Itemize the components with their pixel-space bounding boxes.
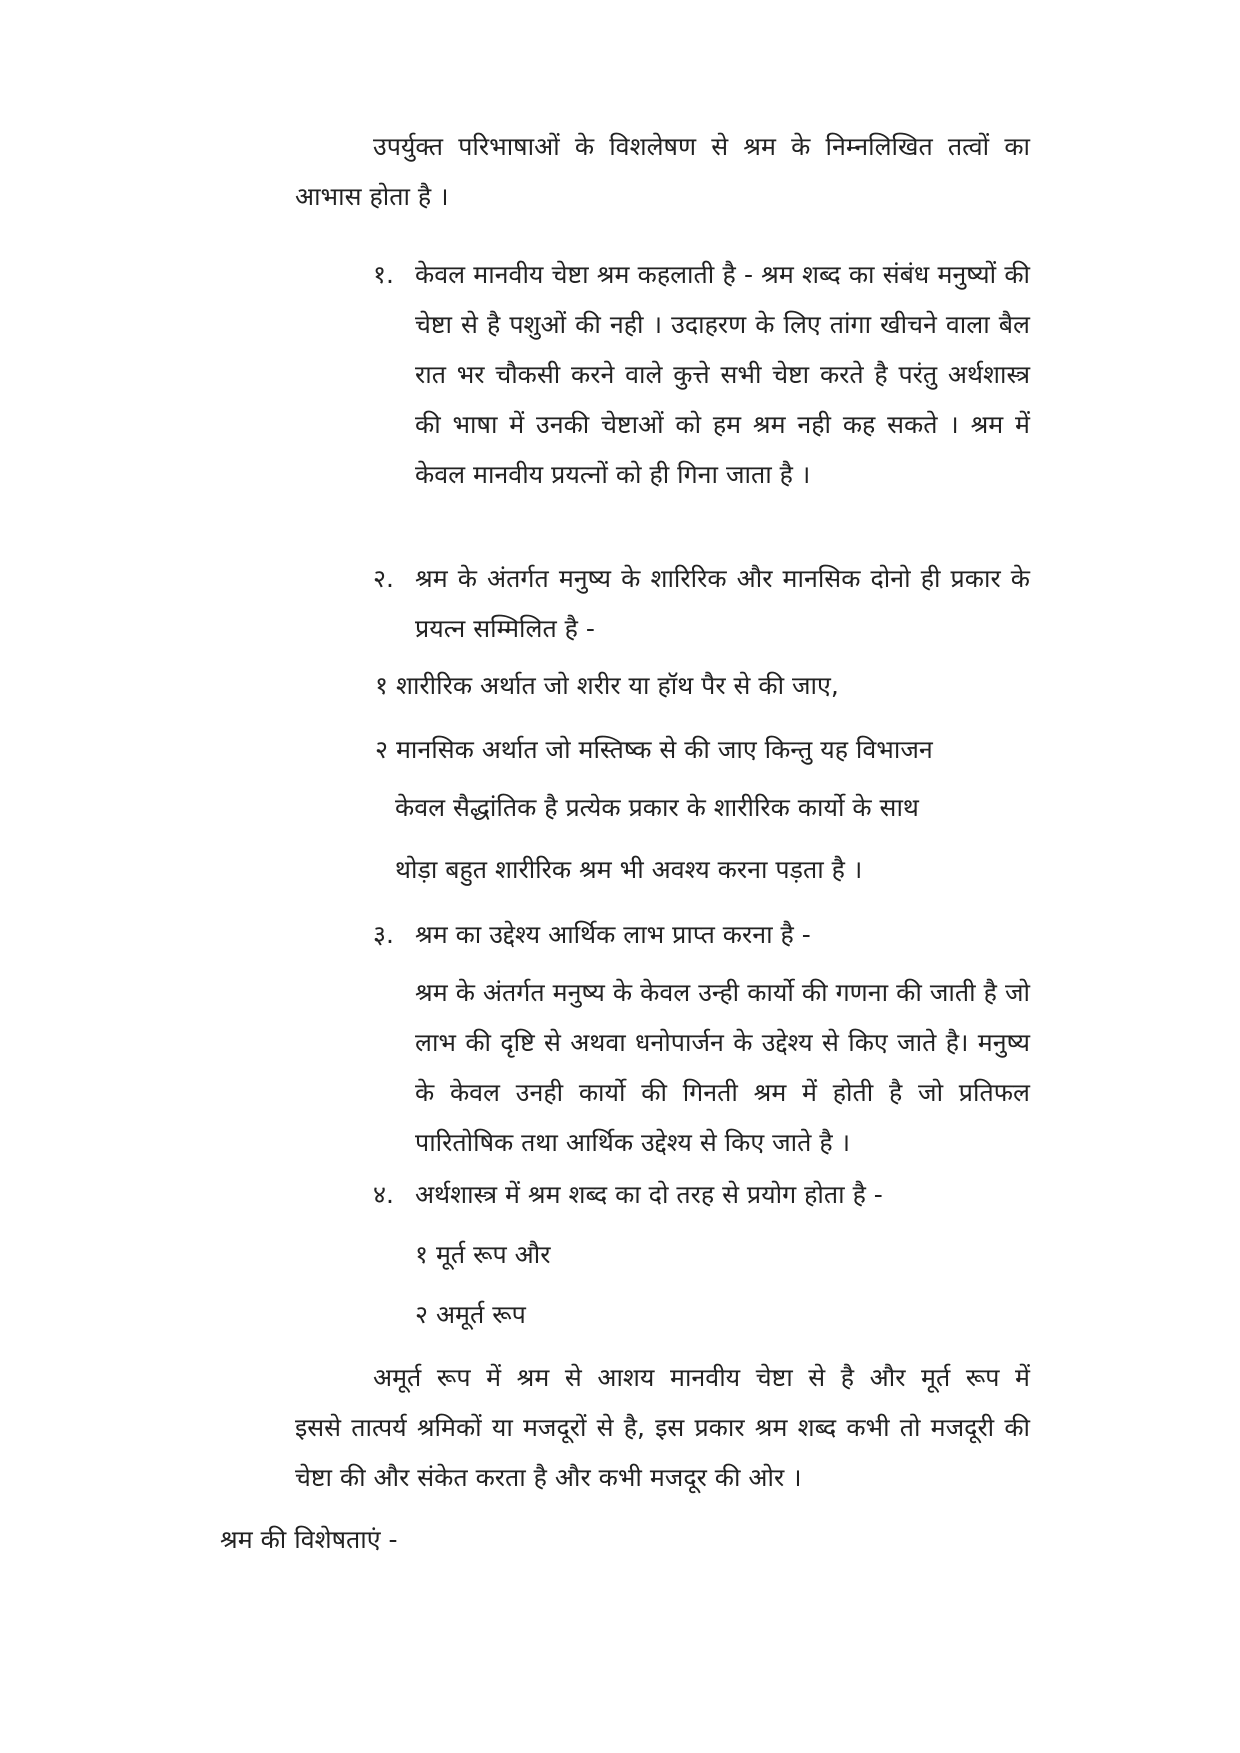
point-1 [375,250,1030,500]
form-concrete: १ मूर्त रूप और [415,1240,551,1269]
effort-physical: १ शारीरिक अर्थात जो शरीर या हॉथ पैर से की जाए, [375,671,839,700]
intro-line-2: आभास होता है । [295,182,449,211]
effort-mental-line-1: २ मानसिक अर्थात जो मस्तिष्क से की जाए किन्तु यह विभाजन [375,735,933,764]
point-4-number: ४. [373,1180,394,1209]
point-4-heading: अर्थशास्त्र में श्रम शब्द का दो तरह से प्रयोग होता है - [415,1180,883,1209]
section-heading: श्रम की विशेषताएं - [220,1525,398,1554]
conclusion-line-1: अमूर्त रूप में श्रम से आशय मानवीय चेष्टा से है और मूर्त रूप में [373,1363,1030,1392]
conclusion-paragraph [295,1353,1030,1503]
effort-mental-line-3: थोड़ा बहुत शारीरिक श्रम भी अवश्य करना पड़ता है । [395,855,863,884]
intro-paragraph [295,122,1030,222]
point-1-text: केवल मानवीय चेष्टा श्रम कहलाती है - श्रम शब्द का संबंध मनुष्यों की चेष्टा से है पशुओं की नही । उदाहरण के लिए तांगा खीचने वाला बैल रात भर चौकसी करने वाले कुत्ते सभी चेष्टा करते है परंतु अर्थशास्त्र की भाषा में उनकी चेष्टाओं को हम श्रम नही कह सकते । श्रम में केवल मानवीय प्रयत्नों को ही गिना जाता है । [415,260,1030,489]
point-4 [375,1170,1030,1220]
point-3 [375,910,1030,960]
point-2-text: श्रम के अंतर्गत मनुष्य के शारिरिक और मानसिक दोनो ही प्रकार के प्रयत्न सम्मिलित है - [415,564,1030,643]
point-3-body [415,968,1030,1168]
conclusion-rest: इससे तात्पर्य श्रमिकों या मजदूरों से है, इस प्रकार श्रम शब्द कभी तो मजदूरी की चेष्टा की और संकेत करता है और कभी मजदूर की ओर । [295,1413,1030,1492]
point-2-number: २. [373,564,394,593]
effort-mental-line-2: केवल सैद्धांतिक है प्रत्येक प्रकार के शारीरिक कार्यो के साथ [395,793,919,822]
point-2 [375,554,1030,654]
point-1-number: १. [373,260,394,289]
form-abstract: २ अमूर्त रूप [415,1300,526,1329]
point-3-number: ३. [373,920,394,949]
point-3-text: श्रम के अंतर्गत मनुष्य के केवल उन्ही कार्यो की गणना की जाती है जो लाभ की दृष्टि से अथवा धनोपार्जन के उद्देश्य से किए जाते है। मनुष्य के केवल उनही कार्यो की गिनती श्रम में होती है जो प्रतिफल पारितोषिक तथा आर्थिक उद्देश्य से किए जाते है । [415,978,1030,1157]
intro-line-1: उपर्युक्त परिभाषाओं के विशलेषण से श्रम के निम्नलिखित तत्वों का [373,132,1030,161]
point-3-heading: श्रम का उद्देश्य आर्थिक लाभ प्राप्त करना है - [415,920,811,949]
